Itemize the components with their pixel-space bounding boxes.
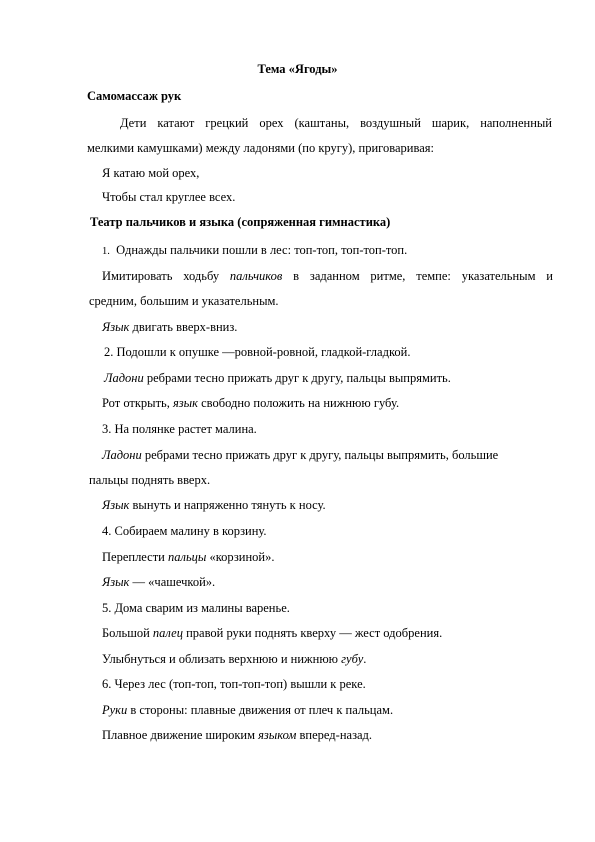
text: вперед-назад. [296,728,373,742]
text-line [104,370,451,386]
text-line [102,242,407,260]
text: ребрами тесно прижать друг к другу, пальцы выпрямить. [143,371,451,385]
text-italic: пальчиков [229,269,283,283]
rhyme-line: Чтобы стал круглее всех. [102,190,236,204]
text-line [102,497,326,513]
text-line: 5. Дома сварим из малины варенье. [102,601,290,615]
text-italic: пальцы [168,550,207,564]
text: двигать вверх-вниз. [129,320,238,334]
text-line [102,447,498,463]
text: ребрами тесно прижать друг к другу, пальцы выпрямить, большие [141,448,499,462]
text-line [102,625,442,641]
text-italic: палец [152,626,183,640]
text: Улыбнуться и облизать верхнюю и нижнюю [102,652,342,666]
text: свободно положить на нижнюю губу. [198,396,400,410]
text-italic: Руки [102,703,128,717]
text: Рот открыть, [102,396,173,410]
text-line [102,702,393,718]
text: в заданном ритме, темпе: указательным и [282,269,553,283]
text: вынуть и напряженно тянуть к носу. [129,498,326,512]
text-line: 4. Собираем малину в корзину. [102,524,267,538]
list-number: 1. [102,246,110,257]
paragraph-line: мелкими камушками) между ладонями (по кругу), приговаривая: [87,141,434,155]
text: — «чашечкой». [129,575,216,589]
text-italic: Язык [102,320,130,334]
text-line [102,549,274,565]
section-heading-theatre: Театр пальчиков и языка (сопряженная гимнастика) [90,215,391,229]
page-title: Тема «Ягоды» [257,62,338,76]
text: . [363,652,367,666]
text-italic: языком [258,728,297,742]
text-line [102,395,399,411]
paragraph-line: Дети катают грецкий орех (каштаны, воздушный шарик, наполненный [120,116,552,130]
text-line [102,651,366,667]
text: в стороны: плавные движения от плеч к пальцам. [127,703,394,717]
text-line: пальцы поднять вверх. [89,473,211,487]
text: Большой [102,626,153,640]
text: «корзиной». [206,550,275,564]
text-line [102,319,237,335]
text-italic: язык [173,396,198,410]
text-italic: Язык [102,498,130,512]
text-line [102,574,215,590]
text-line: 6. Через лес (топ-топ, топ-топ-топ) вышли к реке. [102,677,366,691]
text-italic: Язык [102,575,130,589]
text: Переплести [102,550,168,564]
text-italic: Ладони [102,448,142,462]
text-line: 2. Подошли к опушке —ровной-ровной, гладкой-гладкой. [104,345,411,359]
text: правой руки поднять кверху — жест одобрения. [182,626,443,640]
text-line [102,268,553,284]
text-italic: Ладони [104,371,144,385]
text-line: средним, большим и указательным. [89,294,279,308]
text-line [102,727,372,743]
section-heading-self-massage: Самомассаж рук [87,89,182,103]
text: Плавное движение широким [102,728,259,742]
text-line: 3. На полянке растет малина. [102,422,257,436]
text: Однажды пальчики пошли в лес: топ-топ, топ-топ-топ. [116,243,408,257]
text-italic: губу [341,652,364,666]
rhyme-line: Я катаю мой орех, [102,166,200,180]
text: Имитировать ходьбу [102,269,230,283]
